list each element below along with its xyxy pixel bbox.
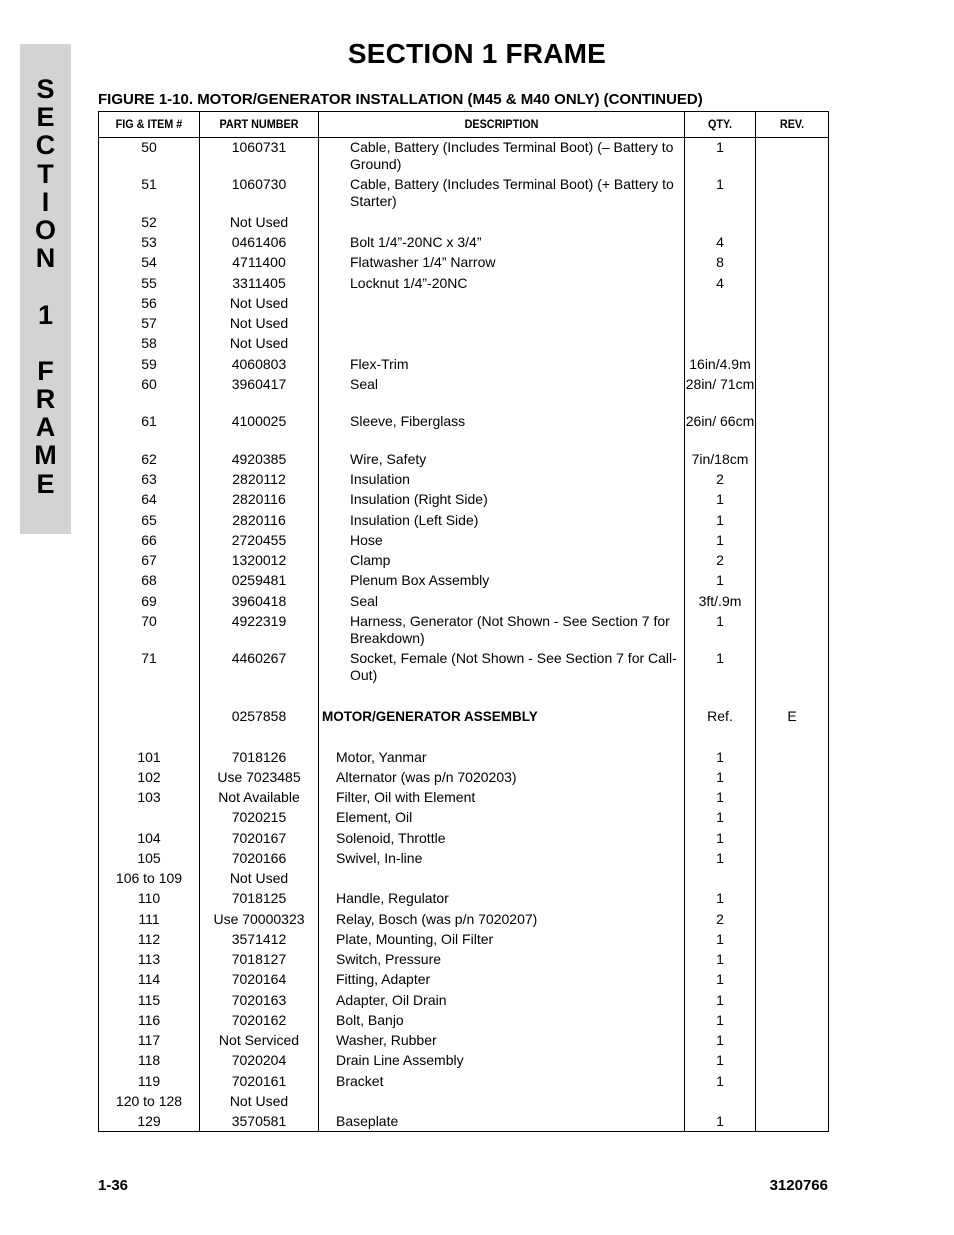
description-cell: Insulation (Right Side) (350, 491, 488, 507)
part-number-cell: 3311405 (232, 275, 286, 291)
side-tab-letters (20, 75, 71, 498)
part-number-cell: 2720455 (231, 532, 287, 548)
part-number-cell: 3960417 (231, 376, 287, 392)
item-number-cell: 101 (137, 749, 161, 765)
description-cell: Switch, Pressure (336, 951, 442, 967)
quantity-cell: 1 (716, 1113, 724, 1129)
part-number-cell: 2820112 (232, 471, 286, 487)
item-number-cell: 113 (137, 951, 161, 967)
quantity-cell: 7in/18cm (691, 451, 749, 467)
description-cell: Harness, Generator (Not Shown - See Section 7 for Breakdown) (350, 613, 670, 646)
quantity-cell: Ref. (707, 708, 733, 724)
column-header-rev: REV. (779, 117, 805, 131)
item-number-cell: 111 (138, 911, 160, 927)
item-number-cell: 57 (141, 315, 157, 331)
item-number-cell: 50 (141, 139, 157, 155)
item-number-cell: 63 (141, 471, 157, 487)
quantity-cell: 1 (716, 176, 724, 192)
quantity-cell: 1 (716, 809, 724, 825)
part-number-cell: 7020162 (231, 1012, 287, 1028)
part-number-cell: 7020163 (231, 992, 287, 1008)
quantity-cell: 1 (716, 951, 724, 967)
description-cell: Washer, Rubber (336, 1032, 437, 1048)
part-number-cell: Use 70000323 (213, 911, 305, 927)
item-number-cell: 64 (141, 491, 157, 507)
description-cell: Solenoid, Throttle (336, 830, 446, 846)
column-divider (755, 112, 756, 1131)
description-cell: Cable, Battery (Includes Terminal Boot) (+ Battery to Starter) (350, 176, 674, 209)
item-number-cell: 120 to 128 (115, 1093, 183, 1109)
part-number-cell: 1320012 (231, 552, 287, 568)
description-cell: Wire, Safety (350, 451, 427, 467)
description-cell: Filter, Oil with Element (336, 789, 476, 805)
header-divider (99, 137, 828, 138)
item-number-cell: 103 (137, 789, 161, 805)
description-cell: Plenum Box Assembly (350, 572, 490, 588)
part-number-cell: 7020161 (231, 1073, 287, 1089)
description-cell: Motor, Yanmar (336, 749, 427, 765)
part-number-cell: 2820116 (232, 512, 286, 528)
part-number-cell: 3570581 (231, 1113, 287, 1129)
quantity-cell: 4 (716, 275, 724, 291)
description-cell: Relay, Bosch (was p/n 7020207) (336, 911, 538, 927)
item-number-cell: 110 (137, 890, 161, 906)
description-cell: Adapter, Oil Drain (336, 992, 447, 1008)
description-cell: Element, Oil (336, 809, 413, 825)
document-number: 3120766 (769, 1177, 828, 1194)
item-number-cell: 105 (137, 850, 161, 866)
item-number-cell: 71 (141, 650, 157, 666)
side-tab-letter: C (35, 130, 56, 161)
description-cell: Bolt 1/4”-20NC x 3/4” (350, 234, 482, 250)
part-number-cell: 7020166 (231, 850, 287, 866)
item-number-cell: 114 (137, 971, 161, 987)
part-number-cell: 4711400 (232, 254, 286, 270)
part-number-cell: 1060730 (231, 176, 287, 192)
section-side-tab (20, 44, 71, 534)
page-number: 1-36 (98, 1177, 129, 1194)
part-number-cell: 0461406 (231, 234, 287, 250)
quantity-cell: 1 (716, 572, 724, 588)
description-cell: Handle, Regulator (336, 890, 449, 906)
item-number-cell: 55 (141, 275, 157, 291)
quantity-cell: 26in/ 66cm (685, 413, 755, 429)
quantity-cell: 1 (716, 512, 724, 528)
part-number-cell: 7020164 (231, 971, 287, 987)
description-cell: Alternator (was p/n 7020203) (336, 769, 517, 785)
item-number-cell: 53 (141, 234, 157, 250)
description-cell: Seal (350, 593, 379, 609)
quantity-cell: 2 (716, 552, 724, 568)
quantity-cell: 2 (716, 911, 724, 927)
item-number-cell: 58 (141, 335, 157, 351)
quantity-cell: 16in/4.9m (689, 356, 751, 372)
figure-title: FIGURE 1-10. MOTOR/GENERATOR INSTALLATION (M45 & M40 ONLY) (CONTINUED) (98, 91, 703, 108)
side-tab-letter: 1 (37, 299, 54, 330)
description-cell: Socket, Female (Not Shown - See Section 7 for Call-Out) (350, 650, 677, 683)
part-number-cell: 7018126 (231, 749, 287, 765)
quantity-cell: 4 (716, 234, 724, 250)
part-number-cell: Use 7023485 (217, 769, 301, 785)
column-header-description: DESCRIPTION (464, 117, 539, 131)
quantity-cell: 1 (716, 650, 724, 666)
quantity-cell: 1 (716, 1052, 724, 1068)
part-number-cell: 3960418 (231, 593, 287, 609)
part-number-cell: Not Used (229, 870, 289, 886)
quantity-cell: 1 (716, 890, 724, 906)
description-cell: Flex-Trim (350, 356, 409, 372)
item-number-cell: 52 (141, 214, 157, 230)
description-cell: Sleeve, Fiberglass (350, 413, 466, 429)
quantity-cell: 1 (716, 491, 724, 507)
side-tab-letter: F (37, 355, 54, 386)
part-number-cell: Not Used (229, 1093, 289, 1109)
side-tab-letter: N (35, 243, 56, 274)
part-number-cell: 3571412 (231, 931, 287, 947)
part-number-cell: 4460267 (231, 650, 287, 666)
side-tab-letter (20, 272, 71, 300)
description-cell: MOTOR/GENERATOR ASSEMBLY (322, 709, 538, 724)
quantity-cell: 1 (716, 769, 724, 785)
item-number-cell: 115 (137, 992, 161, 1008)
part-number-cell: 2820116 (232, 491, 286, 507)
item-number-cell: 104 (137, 830, 161, 846)
quantity-cell: 1 (716, 613, 724, 629)
part-number-cell: Not Used (229, 315, 289, 331)
description-cell: Flatwasher 1/4” Narrow (350, 254, 496, 270)
column-header-fig-item: FIG & ITEM # (115, 117, 183, 131)
part-number-cell: Not Used (229, 295, 289, 311)
side-tab-letter: O (34, 214, 56, 245)
side-tab-letter: T (37, 158, 54, 189)
quantity-cell: 1 (716, 1032, 724, 1048)
quantity-cell: 1 (716, 931, 724, 947)
part-number-cell: 1060731 (231, 139, 287, 155)
item-number-cell: 66 (141, 532, 157, 548)
parts-table (98, 111, 829, 1132)
item-number-cell: 119 (137, 1073, 161, 1089)
quantity-cell: 1 (716, 1012, 724, 1028)
quantity-cell: 1 (716, 1073, 724, 1089)
part-number-cell: Not Available (218, 789, 300, 805)
quantity-cell: 1 (716, 971, 724, 987)
column-header-part-number: PART NUMBER (219, 117, 299, 131)
item-number-cell: 54 (141, 254, 157, 270)
item-number-cell: 51 (141, 176, 157, 192)
item-number-cell: 60 (141, 376, 157, 392)
side-tab-letter: E (36, 468, 55, 499)
item-number-cell: 65 (141, 512, 157, 528)
side-tab-letter: M (34, 440, 57, 471)
description-cell: Bolt, Banjo (336, 1012, 404, 1028)
part-number-cell: 4920385 (231, 451, 287, 467)
description-cell: Insulation (350, 471, 410, 487)
side-tab-letter: I (41, 186, 50, 217)
item-number-cell: 117 (137, 1032, 161, 1048)
quantity-cell: 1 (716, 992, 724, 1008)
description-cell: Swivel, In-line (336, 850, 423, 866)
quantity-cell: 1 (716, 139, 724, 155)
part-number-cell: 0257858 (231, 708, 287, 724)
item-number-cell: 59 (141, 356, 157, 372)
item-number-cell: 69 (141, 593, 157, 609)
part-number-cell: Not Serviced (218, 1032, 300, 1048)
part-number-cell: 0259481 (231, 572, 287, 588)
side-tab-letter: E (36, 102, 55, 133)
side-tab-letter (20, 329, 71, 357)
quantity-cell: 1 (716, 749, 724, 765)
quantity-cell: 3ft/.9m (698, 593, 742, 609)
part-number-cell: 7018127 (231, 951, 287, 967)
part-number-cell: 4060803 (231, 356, 287, 372)
part-number-cell: 4922319 (231, 613, 287, 629)
description-cell: Baseplate (336, 1113, 399, 1129)
part-number-cell: 7020204 (231, 1052, 287, 1068)
side-tab-letter: A (35, 412, 56, 443)
item-number-cell: 116 (137, 1012, 161, 1028)
quantity-cell: 1 (716, 850, 724, 866)
part-number-cell: 7020215 (231, 809, 287, 825)
item-number-cell: 102 (137, 769, 161, 785)
item-number-cell: 118 (137, 1052, 161, 1068)
part-number-cell: Not Used (229, 335, 289, 351)
item-number-cell: 68 (141, 572, 157, 588)
side-tab-letter: R (35, 384, 56, 415)
side-tab-letter: S (36, 74, 55, 104)
item-number-cell: 70 (141, 613, 157, 629)
description-cell: Drain Line Assembly (336, 1052, 464, 1068)
description-cell: Hose (350, 532, 383, 548)
column-divider (318, 112, 319, 1131)
item-number-cell: 106 to 109 (115, 870, 183, 886)
description-cell: Fitting, Adapter (336, 971, 431, 987)
quantity-cell: 1 (716, 789, 724, 805)
quantity-cell: 28in/ 71cm (685, 376, 755, 392)
description-cell: Bracket (336, 1073, 384, 1089)
part-number-cell: Not Used (229, 214, 289, 230)
item-number-cell: 62 (141, 451, 157, 467)
quantity-cell: 8 (716, 254, 724, 270)
revision-cell: E (787, 708, 797, 724)
part-number-cell: 4100025 (231, 413, 287, 429)
item-number-cell: 56 (141, 295, 157, 311)
description-cell: Insulation (Left Side) (350, 512, 479, 528)
quantity-cell: 2 (716, 471, 724, 487)
part-number-cell: 7020167 (231, 830, 287, 846)
description-cell: Cable, Battery (Includes Terminal Boot) (– Battery to Ground) (350, 139, 674, 172)
column-header-qty: QTY. (707, 117, 732, 131)
item-number-cell: 129 (137, 1113, 161, 1129)
quantity-cell: 1 (716, 830, 724, 846)
part-number-cell: 7018125 (231, 890, 287, 906)
description-cell: Clamp (350, 552, 391, 568)
quantity-cell: 1 (716, 532, 724, 548)
item-number-cell: 61 (141, 413, 157, 429)
description-cell: Seal (350, 376, 379, 392)
item-number-cell: 112 (137, 931, 161, 947)
description-cell: Plate, Mounting, Oil Filter (336, 931, 494, 947)
page-title: SECTION 1 FRAME (347, 38, 607, 69)
item-number-cell: 67 (141, 552, 157, 568)
description-cell: Locknut 1/4”-20NC (350, 275, 468, 291)
